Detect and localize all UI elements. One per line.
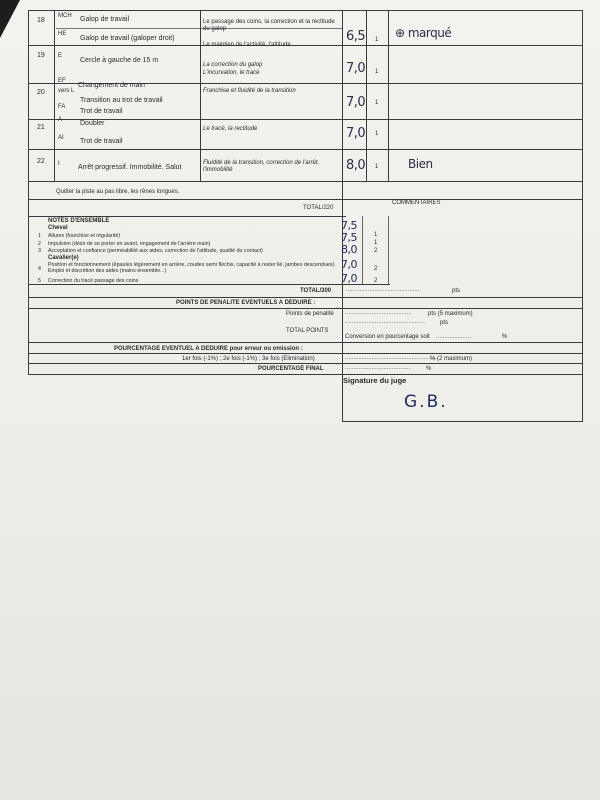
col-divider	[200, 10, 201, 182]
comments-header: COMMENTAIRES	[392, 200, 441, 206]
score-handwritten: 7,0	[346, 95, 366, 110]
row-divider	[28, 374, 582, 375]
directive-ideas: Le maintien de l'activité, l'attitude	[203, 42, 291, 48]
note-text: Acceptation et confiance (perméabilité aux aides, correction de l'attitude, qualité du contact)	[48, 248, 263, 254]
directive-ideas: Fluidité de la transition, correction de l'arrêt, l'immobilité	[203, 160, 320, 173]
score-handwritten: 7,0	[341, 258, 357, 271]
penalty-header: POINTS DE PENALITE EVENTUELS A DEDUIRE :	[176, 300, 316, 306]
row-number: 22	[37, 158, 45, 165]
rider-section-label: Cavalier(e)	[48, 255, 79, 261]
movement-text: Galop de travail (galoper droit)	[80, 35, 175, 42]
score-handwritten: 7,0	[346, 61, 366, 76]
score-handwritten: 7,0	[341, 272, 357, 285]
row-number: 18	[37, 17, 45, 24]
row-number: 19	[37, 52, 45, 59]
percentage-deduction-label: 1er fois (-1%) ; 2e fois (-1%) ; 3e fois (Elimination)	[182, 356, 315, 362]
directive-ideas: Le passage des coins, la correction et la rectitude du galop	[203, 19, 335, 32]
signature-box-bottom	[342, 421, 583, 422]
horse-section-label: Cheval	[48, 225, 68, 231]
coefficient: 1	[375, 164, 379, 170]
coefficient: 1	[375, 100, 379, 106]
row-divider	[28, 308, 582, 309]
dotted-fill: ................................................	[345, 319, 426, 325]
movement-text: Galop de travail	[80, 16, 130, 23]
notes-title: NOTES D'ENSEMBLE	[48, 218, 110, 224]
movement-text: Trot de travail	[80, 108, 123, 115]
movement-code: AI	[58, 135, 64, 141]
table-left-border	[28, 10, 29, 375]
conversion-label: Conversion en pourcentage soit	[345, 334, 430, 340]
remark-handwritten: ⊕ marqué	[395, 26, 452, 40]
row-divider	[28, 149, 582, 150]
note-text: Position et fonctionnement (épaules légèrement en arrière, coudes semi fléchis, capacité à rester lié, jambes descendues). Emploi et discrétion des aides (mains ensemble...)	[48, 262, 336, 274]
dotted-fill: .............................................	[346, 287, 422, 293]
row-divider	[28, 45, 582, 46]
pts-unit: pts	[440, 320, 449, 326]
col-divider	[362, 216, 363, 284]
movement-text: Trot de travail	[80, 138, 123, 145]
row-number: 20	[37, 89, 45, 96]
dotted-fill: .......................................	[345, 365, 411, 371]
coefficient: 1	[374, 240, 378, 246]
note-text: Impulsion (désir de se porter en avant, engagement de l'arrière main)	[48, 241, 211, 247]
note-number: 3	[38, 248, 41, 254]
movement-code: MCH	[58, 13, 72, 19]
coefficient: 2	[374, 278, 378, 284]
movement-code: I	[58, 161, 60, 167]
note-text: Correction du tracé passage des coins	[48, 278, 139, 284]
row-divider	[28, 342, 582, 343]
total-points-label: TOTAL POINTS	[286, 328, 329, 334]
coefficient: 1	[375, 37, 379, 43]
row-divider	[28, 297, 582, 298]
coefficient: 1	[375, 131, 379, 137]
movement-code: HE	[58, 31, 67, 37]
score-handwritten: 7,5	[341, 231, 357, 244]
note-number: 1	[38, 233, 41, 239]
movement-code: A	[58, 117, 63, 123]
dotted-fill: .....................	[436, 334, 472, 340]
total-300-label: TOTAL/300	[300, 288, 332, 294]
movement-text: Cercle à gauche de 15 m	[80, 57, 159, 64]
percentage-deduction-value: % (2 maximum)	[430, 356, 473, 362]
movement-text: Changement de main	[78, 82, 145, 89]
exit-instruction: Quitter la piste au pas libre, les rênes longues.	[56, 189, 180, 195]
remark-handwritten: Bien	[408, 157, 433, 171]
note-text: Allures (franchise et régularité)	[48, 233, 121, 239]
movement-code: E	[58, 53, 63, 59]
col-divider	[388, 216, 389, 284]
movement-text: Arrêt progressif. Immobilité. Salut	[78, 164, 182, 171]
table-right-border	[582, 10, 583, 421]
page-corner-shadow	[0, 0, 20, 38]
signature-label: Signature du juge	[343, 376, 407, 385]
coefficient: 2	[374, 266, 378, 272]
row-number: 21	[37, 124, 45, 131]
movement-code: FA	[58, 104, 66, 110]
table-top-border	[28, 10, 582, 11]
row-divider	[28, 181, 582, 182]
percentage-deduction-header: POURCENTAGE EVENTUEL A DEDUIRE pour erreur ou omission :	[114, 346, 303, 352]
score-handwritten: 7,5	[341, 219, 357, 232]
col-divider	[54, 10, 55, 182]
judge-signature: G.B.	[404, 392, 448, 412]
movement-code: EF	[58, 78, 66, 84]
score-handwritten: 8,0	[341, 243, 357, 256]
row-divider	[28, 284, 390, 285]
score-handwritten: 7,0	[346, 126, 366, 141]
col-divider	[366, 10, 367, 181]
col-divider	[342, 10, 343, 421]
movement-code: vers L	[58, 88, 75, 94]
pts-unit: pts	[452, 288, 461, 294]
total-220-label: TOTAL/220	[303, 205, 334, 211]
note-number: 5	[38, 278, 41, 284]
penalty-value: pts (5 maximum)	[428, 311, 473, 317]
percent-sign: %	[426, 366, 432, 372]
coefficient: 1	[375, 69, 379, 75]
directive-ideas: L'incurvation, le tracé	[203, 70, 260, 76]
row-divider	[28, 119, 582, 120]
directive-ideas: Le tracé, la rectitude	[203, 126, 258, 132]
note-number: 4	[38, 266, 41, 272]
note-number: 2	[38, 241, 41, 247]
penalty-label: Points de pénalité	[286, 311, 334, 317]
directive-ideas: Franchise et fluidité de la transition	[203, 88, 296, 94]
row-divider	[28, 353, 582, 354]
row-divider	[28, 363, 582, 364]
final-percentage-label: POURCENTAGE FINAL	[258, 366, 324, 372]
percent-sign: %	[502, 334, 508, 340]
row-divider	[28, 199, 582, 200]
col-divider	[388, 10, 389, 181]
coefficient: 1	[374, 232, 378, 238]
score-handwritten: 8,0	[346, 158, 366, 173]
movement-text: Transition au trot de travail	[80, 97, 163, 104]
dotted-fill: ........................................................	[345, 355, 439, 361]
score-handwritten: 6,5	[346, 29, 366, 44]
dotted-fill: ........................................	[345, 310, 412, 316]
row-divider	[28, 216, 346, 217]
movement-text: Doubler	[80, 120, 105, 127]
coefficient: 2	[374, 248, 378, 254]
sub-divider	[56, 28, 200, 29]
directive-ideas: La correction du galop	[203, 62, 263, 68]
